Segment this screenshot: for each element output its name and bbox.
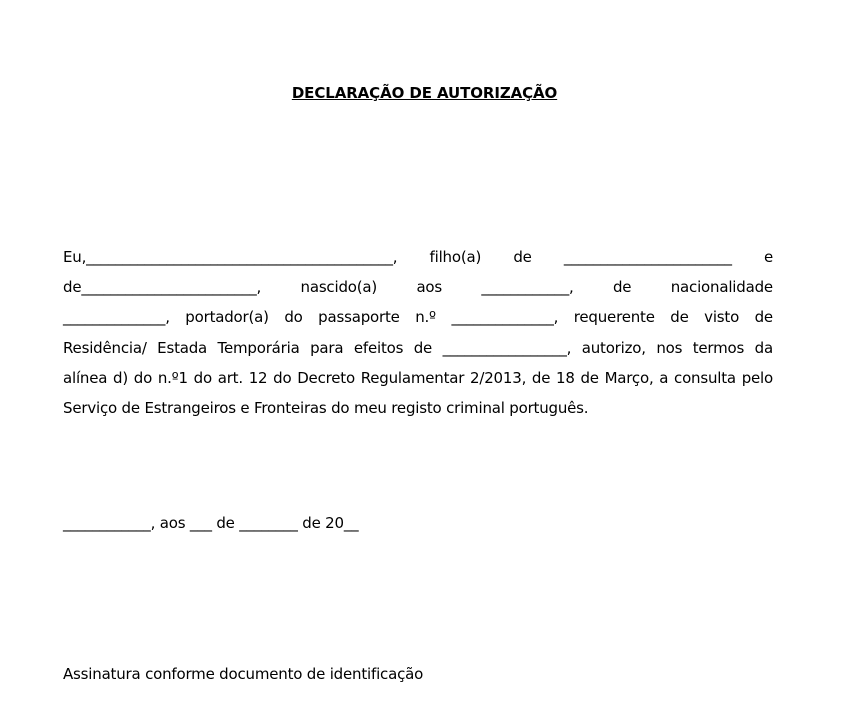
text-fragment: 2/2013, — [470, 368, 527, 387]
text-fragment: a — [659, 368, 669, 387]
text-fragment: efeitos — [353, 338, 404, 357]
text-fragment: filho(a) — [429, 248, 482, 266]
text-fragment: termos — [692, 338, 745, 357]
text-fragment: art. — [217, 368, 243, 387]
text-fragment: e — [763, 248, 773, 266]
text-fragment: de — [754, 308, 773, 327]
text-fragment: n.º — [415, 308, 436, 327]
place-date-line: ____________, aos ___ de ________ de 20__ — [63, 514, 359, 532]
text-fragment: de — [580, 368, 599, 387]
text-fragment: de — [413, 338, 433, 357]
text-fragment: nos — [656, 338, 683, 357]
text-fragment: 12 — [248, 368, 268, 387]
text-fragment: nacionalidade — [670, 278, 773, 297]
text-fragment: Temporária — [217, 338, 300, 357]
document-title: DECLARAÇÃO DE AUTORIZAÇÃO — [291, 84, 558, 102]
paragraph-line-4 — [63, 333, 773, 363]
text-fragment: de________________________, — [63, 278, 262, 297]
text-fragment: _________________, — [442, 338, 572, 357]
text-fragment: Regulamentar — [360, 368, 465, 387]
paragraph-line-3 — [63, 302, 773, 332]
text-fragment: aos — [416, 278, 443, 297]
paragraph-line-6: Serviço de Estrangeiros e Fronteiras do meu registo criminal português. — [63, 398, 589, 417]
paragraph-line-5 — [63, 363, 773, 393]
text-fragment: de — [513, 248, 532, 266]
text-fragment: para — [310, 338, 344, 357]
text-fragment: visto — [704, 308, 740, 327]
text-fragment: portador(a) — [185, 308, 269, 327]
paragraph-line-1 — [63, 242, 773, 272]
text-fragment: ______________, — [451, 308, 559, 327]
text-fragment: do — [273, 368, 292, 387]
text-fragment: de — [670, 308, 689, 327]
text-fragment: do — [284, 308, 303, 327]
text-fragment: d) — [113, 368, 128, 387]
text-fragment: ______________, — [63, 308, 170, 327]
text-fragment: 18 — [556, 368, 575, 387]
text-fragment: nascido(a) — [300, 278, 378, 297]
text-fragment: passaporte — [318, 308, 400, 327]
text-fragment: alínea — [63, 368, 108, 387]
text-fragment: do — [133, 368, 153, 387]
text-fragment: Residência/ — [63, 338, 147, 357]
text-fragment: do — [193, 368, 212, 387]
text-fragment: da — [754, 338, 773, 357]
text-fragment: requerente — [573, 308, 655, 327]
text-fragment: de — [531, 368, 551, 387]
text-fragment: consulta — [674, 368, 736, 387]
text-fragment: Eu,__________________________________________, — [63, 248, 398, 266]
text-fragment: de — [612, 278, 632, 297]
text-fragment: n.º1 — [157, 368, 188, 387]
text-fragment: Estada — [157, 338, 208, 357]
text-fragment: _______________________ — [563, 248, 732, 266]
text-fragment: autorizo, — [581, 338, 646, 357]
signature-label: Assinatura conforme documento de identificação — [63, 665, 424, 683]
paragraph-line-2 — [63, 272, 773, 302]
text-fragment: pelo — [741, 368, 773, 387]
text-fragment: Decreto — [297, 368, 355, 387]
text-fragment: Março, — [604, 368, 654, 387]
text-fragment: ____________, — [481, 278, 574, 297]
declaration-paragraph — [63, 242, 773, 423]
